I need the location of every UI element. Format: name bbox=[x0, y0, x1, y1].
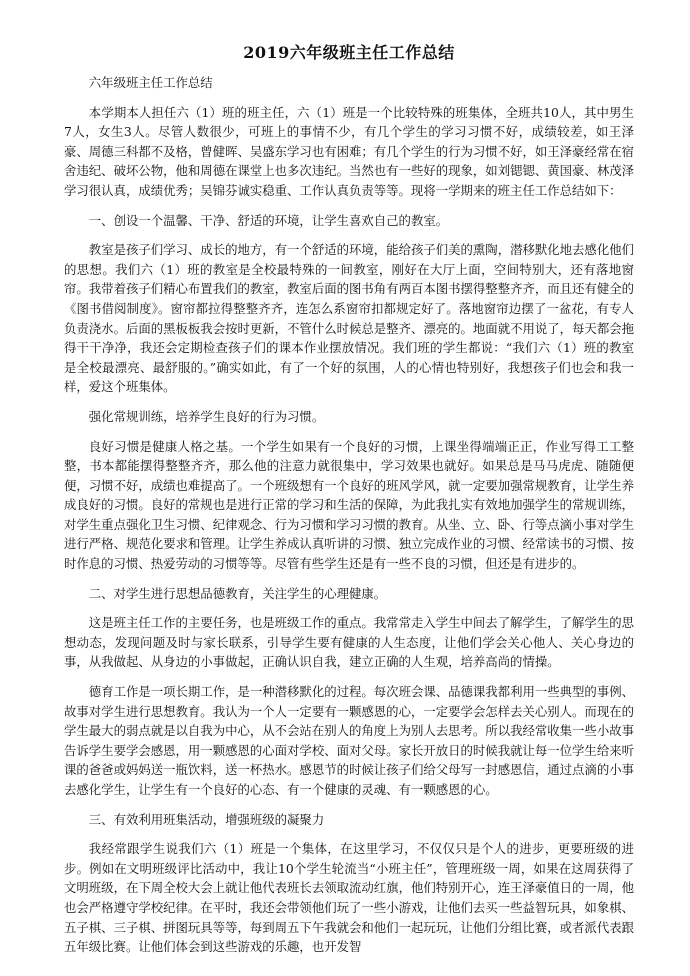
section-heading-3: 三、有效利用班集活动，增强班级的凝聚力 bbox=[88, 811, 325, 827]
section-heading-1: 一、创设一个温馨、干净、舒适的环境，让学生喜欢自己的教室。 bbox=[88, 212, 449, 228]
body-paragraph: 这是班主任工作的主要任务，也是班级工作的重点。我常常走入学生中间去了解学生，了解学生的思想动态，发现问题及时与家长联系，引导学生要有健康的人生态度，让他们学会关心他人、关心身边的事，从我做起、从身边的小事做起，正确认识自我，建立正确的人生观，培养高尚的情操。 bbox=[64, 615, 634, 670]
body-paragraph: 良好习惯是健康人格之基。一个学生如果有一个良好的习惯，上课坐得端端正正，作业写得工工整整，书本都能摆得整整齐齐，那么他的注意力就很集中，学习效果也就好。如果总是马马虎虎、随随便便，习惯不好，成绩也难提高了。一个班级想有一个良好的班风学风，就一定要加强常规教育，让学生养成良好的习惯。良好的常规也是进行正常的学习和生活的保障，为此我扎实有效地加强学生的常规训练，对学生重点强化卫生习惯、纪律观念、行为习惯和学习习惯的教育。从坐、立、卧、行等点滴小事对学生进行严格、规范化要求和管理。让学生养成认真听讲的习惯、独立完成作业的习惯、经常读书的习惯、按时作息的习惯、热爱劳动的习惯等等。尽管有些学生还是有一些不良的习惯，但还是有进步的。 bbox=[64, 438, 634, 572]
intro-paragraph: 本学期本人担任六（1）班的班主任，六（1）班是一个比较特殊的班集体，全班共10人，其中男生7人，女生3人。尽管人数很少，可班上的事情不少，有几个学生的学习习惯不好，成绩较差，如王泽豪、周德三科都不及格，曾健晖、吴盛东学习也有困难；有几个学生的行为习惯不好，如王泽豪经常在宿舍违纪、破坏公物，他和周德在课堂上也多次违纪。当然也有一些好的现象，如刘锶锶、黄国豪、林茂泽学习很认真，成绩优秀；吴锦芬诚实稳重、工作认真负责等等。现将一学期来的班主任工作总结如下： bbox=[64, 104, 634, 198]
body-paragraph: 德育工作是一项长期工作，是一种潜移默化的过程。每次班会课、品德课我都利用一些典型的事例、故事对学生进行思想教育。我认为一个人一定要有一颗感恩的心，一定要学会怎样去关心别人。而现在的学生最大的弱点就是以自我为中心，从不会站在别人的角度上为别人去思考。所以我经常收集一些小故事告诉学生要学会感恩，用一颗感恩的心面对学校、面对父母。家长开放日的时候我就让每一位学生给来听课的爸爸或妈妈送一瓶饮料，送一杯热水。感恩节的时候让孩子们给父母写一封感恩信，通过点滴的小事去感化学生，让学生有一个良好的心态、有一个健康的灵魂、有一颗感恩的心。 bbox=[64, 684, 634, 797]
subtitle-paragraph: 六年级班主任工作总结 bbox=[88, 75, 213, 90]
document-title: 2019六年级班主任工作总结 bbox=[243, 43, 455, 62]
body-paragraph: 我经常跟学生说我们六（1）班是一个集体，在这里学习，不仅仅只是个人的进步，更要班级的进步。例如在文明班级评比活动中，我让10个学生轮流当“小班主任”，管理班级一周，如果在这周获得了文明班级，在下周全校大会上就让他代表班长去领取流动红旗，他们特别开心，连王泽豪值日的一周，他也会严格遵守学校纪律。在平时，我还会带领他们玩了一些小游戏，让他们去买一些益智玩具，如象棋、五子棋、三子棋、拼图玩具等等，每到周五下午我就会和他们一起玩玩，让他们分组比赛，或者派代表跟五年级比赛。让他们体会到这些游戏的乐趣，也开发智 bbox=[64, 841, 634, 955]
body-paragraph: 教室是孩子们学习、成长的地方，有一个舒适的环境，能给孩子们美的熏陶，潜移默化地去感化他们的思想。我们六（1）班的教室是全校最特殊的一间教室，刚好在大厅上面，空间特别大，还有落地窗帘。我带着孩子们精心布置我们的教室，教室后面的图书角有两百本图书摆得整整齐齐，而且还有健全的《图书借阅制度》。窗帘都拉得整整齐齐，连怎么系窗帘扣都规定好了。落地窗帘边摆了一盆花，有专人负责浇水。后面的黑板板我会按时更新，不管什么时候总是整齐、漂亮的。地面就不用说了，每天都会拖得干干净净，我还会定期检查孩子们的课本作业摆放情况。我们班的学生都说：“我们六（1）班的教室是全校最漂亮、最舒服的。”确实如此，有了一个好的氛围，人的心情也特别好，我想孩子们也会和我一样，爱这个班集体。 bbox=[64, 242, 634, 395]
subheading-paragraph: 强化常规训练，培养学生良好的行为习惯。 bbox=[88, 408, 325, 424]
section-heading-2: 二、对学生进行思想品德教育，关注学生的心理健康。 bbox=[88, 585, 387, 601]
